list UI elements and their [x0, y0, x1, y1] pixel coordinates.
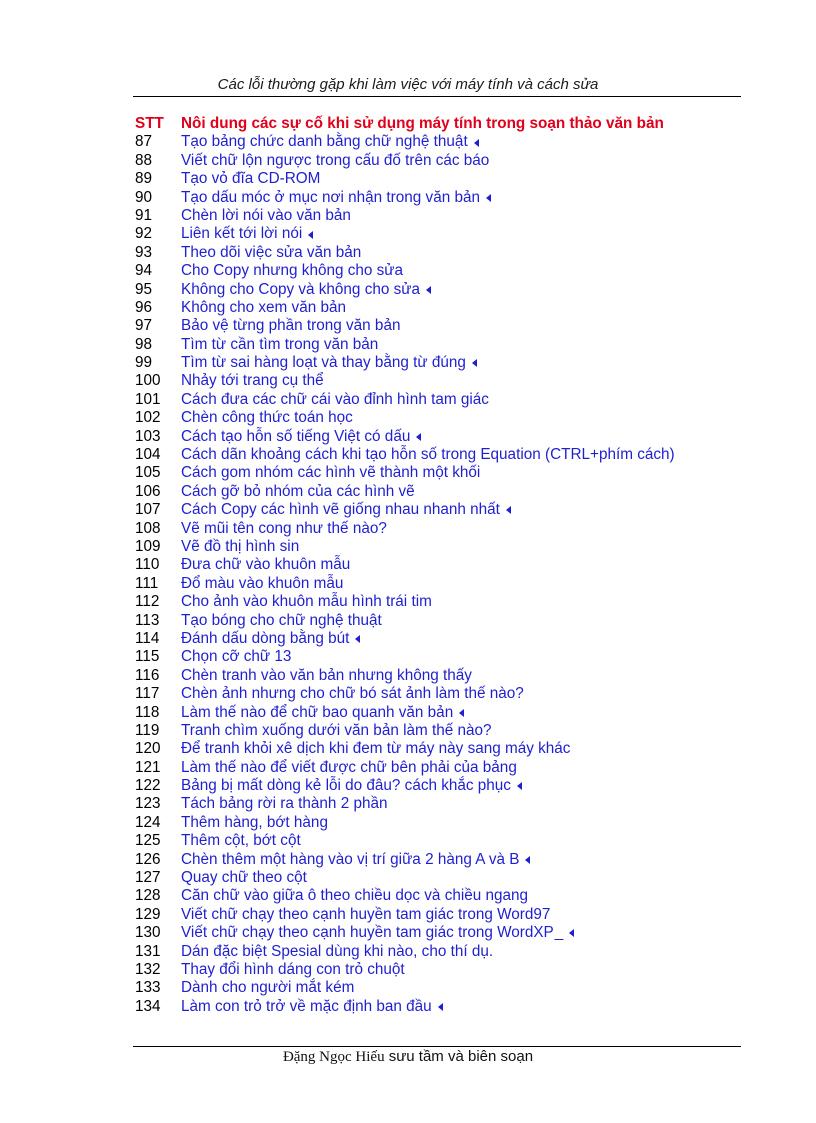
list-item: [135, 575, 735, 593]
page-footer: [0, 1048, 816, 1066]
list-item: [135, 648, 735, 666]
list-item-number: 103: [135, 427, 161, 445]
list-item-link[interactable]: Dành cho người mắt kém: [181, 979, 355, 997]
list-item-number: 124: [135, 813, 161, 831]
back-arrow-icon[interactable]: [438, 1003, 443, 1011]
list-item-link[interactable]: Chèn thêm một hàng vào vị trí giữa 2 hàng A và B: [181, 850, 520, 868]
list-item: [135, 851, 735, 869]
list-item-number: 104: [135, 446, 161, 464]
list-item: [135, 464, 735, 482]
list-item-number: 120: [135, 740, 161, 758]
list-item-number: 95: [135, 280, 153, 298]
list-item-link[interactable]: Viết chữ lộn ngược trong cấu đố trên các báo: [181, 151, 490, 169]
list-item: [135, 869, 735, 887]
list-item-link[interactable]: Tìm từ sai hàng loạt và thay bằng từ đúng: [181, 354, 466, 372]
back-arrow-icon[interactable]: [486, 194, 491, 202]
list-item-link[interactable]: Chọn cỡ chữ 13: [181, 648, 292, 666]
list-item: [135, 759, 735, 777]
list-item: [135, 961, 735, 979]
list-item-link[interactable]: Chèn lời nói vào văn bản: [181, 206, 351, 224]
list-item: [135, 170, 735, 188]
column-header-number: STT: [135, 115, 164, 132]
list-item-link[interactable]: Tìm từ cần tìm trong văn bản: [181, 335, 379, 353]
list-item: [135, 446, 735, 464]
list-item: [135, 391, 735, 409]
list-item: [135, 281, 735, 299]
list-item-link[interactable]: Bảo vệ từng phần trong văn bản: [181, 317, 401, 335]
back-arrow-icon[interactable]: [569, 929, 574, 937]
list-item: [135, 483, 735, 501]
list-item-link[interactable]: Tranh chìm xuống dưới văn bản làm thế nào?: [181, 721, 492, 739]
list-item-link[interactable]: Liên kết tới lời nói: [181, 225, 303, 243]
list-item-number: 109: [135, 537, 161, 555]
back-arrow-icon[interactable]: [474, 139, 479, 147]
list-item: [135, 612, 735, 630]
list-item-number: 128: [135, 887, 161, 905]
list-item-link[interactable]: Không cho Copy và không cho sửa: [181, 280, 420, 298]
list-item-number: 105: [135, 464, 161, 482]
list-item-number: 92: [135, 225, 153, 243]
list-item-link[interactable]: Thay đổi hình dáng con trỏ chuột: [181, 960, 405, 978]
list-item-link[interactable]: Bảng bị mất dòng kẻ lỗi do đâu? cách khắc phục: [181, 777, 511, 795]
back-arrow-icon[interactable]: [472, 359, 477, 367]
back-arrow-icon[interactable]: [416, 433, 421, 441]
list-item-link[interactable]: Cách Copy các hình vẽ giống nhau nhanh nhất: [181, 501, 500, 519]
list-item-number: 91: [135, 206, 153, 224]
list-item: [135, 336, 735, 354]
list-item-link[interactable]: Nhảy tới trang cụ thể: [181, 372, 324, 390]
list-item-number: 102: [135, 409, 161, 427]
list-item-link[interactable]: Chèn ảnh nhưng cho chữ bó sát ảnh làm thế nào?: [181, 685, 524, 703]
list-item-number: 115: [135, 648, 160, 666]
list-item: [135, 979, 735, 997]
list-item-number: 110: [135, 556, 160, 574]
list-item: [135, 501, 735, 519]
list-item-number: 90: [135, 188, 153, 206]
list-item-link[interactable]: Cách tạo hỗn số tiếng Việt có dấu: [181, 427, 411, 445]
list-item-link[interactable]: Tách bảng rời ra thành 2 phần: [181, 795, 388, 813]
list-item-link[interactable]: Vẽ đồ thị hình sin: [181, 537, 300, 555]
list-item-number: 97: [135, 317, 153, 335]
list-item-link[interactable]: Đưa chữ vào khuôn mẫu: [181, 556, 351, 574]
list-item-link[interactable]: Căn chữ vào giữa ô theo chiều dọc và chiều ngang: [181, 887, 529, 905]
list-item: [135, 372, 735, 390]
list-item-number: 118: [135, 703, 160, 721]
list-item-link[interactable]: Cách gỡ bỏ nhóm của các hình vẽ: [181, 482, 415, 500]
back-arrow-icon[interactable]: [459, 709, 464, 717]
list-item-number: 125: [135, 832, 161, 850]
underscore-mark: _: [554, 924, 564, 942]
list-item-number: 88: [135, 151, 153, 169]
list-item-number: 123: [135, 795, 161, 813]
list-item: [135, 887, 735, 905]
list-item: [135, 630, 735, 648]
list-item-link[interactable]: Thêm cột, bớt cột: [181, 832, 301, 850]
list-item-link[interactable]: Đổ màu vào khuôn mẫu: [181, 574, 344, 592]
list-item: [135, 556, 735, 574]
back-arrow-icon[interactable]: [355, 635, 360, 643]
list-item-link[interactable]: Tạo bảng chức danh bằng chữ nghệ thuật: [181, 133, 468, 151]
list-item-link[interactable]: Cách đưa các chữ cái vào đỉnh hình tam giác: [181, 390, 489, 408]
list-item: [135, 685, 735, 703]
list-item-link[interactable]: Làm thế nào để chữ bao quanh văn bản: [181, 703, 454, 721]
list-item-number: 94: [135, 262, 153, 280]
list-item-number: 131: [135, 942, 161, 960]
list-item: [135, 924, 735, 942]
list-item-number: 126: [135, 850, 161, 868]
list-item: [135, 189, 735, 207]
list-item-link[interactable]: Chèn tranh vào văn bản nhưng không thấy: [181, 666, 472, 684]
list-item: [135, 814, 735, 832]
list-item-link[interactable]: Thêm hàng, bớt hàng: [181, 813, 328, 831]
list-item-link[interactable]: Vẽ mũi tên cong như thế nào?: [181, 519, 387, 537]
footer-author: Đặng Ngọc Hiếu: [282, 1049, 385, 1065]
list-item: [135, 722, 735, 740]
list-item: [135, 317, 735, 335]
list-item: [135, 538, 735, 556]
list-item-number: 111: [135, 574, 159, 592]
list-item: [135, 299, 735, 317]
list-item-number: 130: [135, 924, 161, 942]
list-item-number: 119: [135, 721, 160, 739]
list-item: [135, 428, 735, 446]
list-item-number: 113: [135, 611, 160, 629]
list-item-link[interactable]: Đánh dấu dòng bằng bút: [181, 629, 350, 647]
list-item-link[interactable]: Cách gom nhóm các hình vẽ thành một khối: [181, 464, 481, 482]
back-arrow-icon[interactable]: [426, 286, 431, 294]
list-item: [135, 244, 735, 262]
list-item-number: 87: [135, 133, 153, 151]
list-item: [135, 832, 735, 850]
list-item: [135, 520, 735, 538]
back-arrow-icon[interactable]: [517, 782, 522, 790]
list-item-link[interactable]: Tạo bóng cho chữ nghệ thuật: [181, 611, 382, 629]
list-item: [135, 133, 735, 151]
list-item-number: 112: [135, 593, 160, 611]
list-item-number: 114: [135, 629, 160, 647]
list-item: [135, 998, 735, 1016]
list-item-number: 100: [135, 372, 161, 390]
footer-divider: [133, 1046, 741, 1047]
back-arrow-icon[interactable]: [506, 506, 511, 514]
list-item-link[interactable]: Cách dãn khoảng cách khi tạo hỗn số trong Equation (CTRL+phím cách): [181, 446, 675, 464]
list-item-number: 108: [135, 519, 161, 537]
list-item: [135, 704, 735, 722]
list-item-link[interactable]: Viết chữ chạy theo cạnh huyền tam giác trong WordXP: [181, 924, 554, 942]
list-item-link[interactable]: Quay chữ theo cột: [181, 869, 307, 887]
table-header-row: [135, 115, 735, 133]
column-header-content: Nôi dung các sự cố khi sử dụng máy tính trong soạn thảo văn bản: [181, 115, 664, 132]
list-item-number: 116: [135, 666, 160, 684]
list-item-number: 96: [135, 298, 153, 316]
list-item-number: 99: [135, 354, 153, 372]
list-item-number: 122: [135, 777, 161, 795]
list-item-link[interactable]: Tạo dấu móc ở mục nơi nhận trong văn bản: [181, 188, 480, 206]
list-item-number: 89: [135, 170, 153, 188]
list-item-link[interactable]: Cho ảnh vào khuôn mẫu hình trái tim: [181, 593, 432, 611]
list-item: [135, 740, 735, 758]
back-arrow-icon[interactable]: [308, 231, 313, 239]
list-item-number: 134: [135, 997, 161, 1015]
list-item: [135, 409, 735, 427]
list-item-number: 101: [135, 390, 161, 408]
list-item-link[interactable]: Cho Copy nhưng không cho sửa: [181, 262, 404, 280]
list-item-number: 106: [135, 482, 161, 500]
list-item-number: 129: [135, 905, 161, 923]
list-item-link[interactable]: Để tranh khỏi xê dịch khi đem từ máy này sang máy khác: [181, 740, 571, 758]
page-header-title: Các lỗi thường gặp khi làm việc với máy tính và cách sửa: [217, 76, 599, 93]
list-item-link[interactable]: Dán đặc biệt Spesial dùng khi nào, cho thí dụ.: [181, 942, 494, 960]
list-item: [135, 593, 735, 611]
list-item: [135, 354, 735, 372]
list-item: [135, 795, 735, 813]
list-item-link[interactable]: Chèn công thức toán học: [181, 409, 353, 427]
footer-credit: sưu tầm và biên soạn: [384, 1048, 534, 1065]
list-item-number: 117: [135, 685, 160, 703]
list-item-number: 107: [135, 501, 161, 519]
list-item: [135, 777, 735, 795]
list-item: [135, 262, 735, 280]
issue-list: [135, 115, 735, 1016]
list-item-number: 133: [135, 979, 161, 997]
list-item: [135, 943, 735, 961]
list-item: [135, 667, 735, 685]
list-item-link[interactable]: Làm con trỏ trở về mặc định ban đầu: [181, 997, 432, 1015]
list-item-number: 121: [135, 758, 161, 776]
list-item: [135, 207, 735, 225]
list-item-number: 98: [135, 335, 153, 353]
list-item-link[interactable]: Không cho xem văn bản: [181, 298, 346, 316]
list-item-link[interactable]: Tạo vỏ đĩa CD-ROM: [181, 170, 321, 188]
list-item-link[interactable]: Theo dõi việc sửa văn bản: [181, 243, 362, 261]
back-arrow-icon[interactable]: [525, 856, 530, 864]
list-item: [135, 906, 735, 924]
list-item-number: 93: [135, 243, 153, 261]
list-item-link[interactable]: Làm thế nào để viết được chữ bên phải của bảng: [181, 758, 517, 776]
list-item-number: 132: [135, 960, 161, 978]
list-item: [135, 152, 735, 170]
list-item: [135, 225, 735, 243]
header-divider: [133, 96, 741, 97]
list-item-number: 127: [135, 869, 161, 887]
list-item-link[interactable]: Viết chữ chạy theo cạnh huyền tam giác trong Word97: [181, 905, 551, 923]
